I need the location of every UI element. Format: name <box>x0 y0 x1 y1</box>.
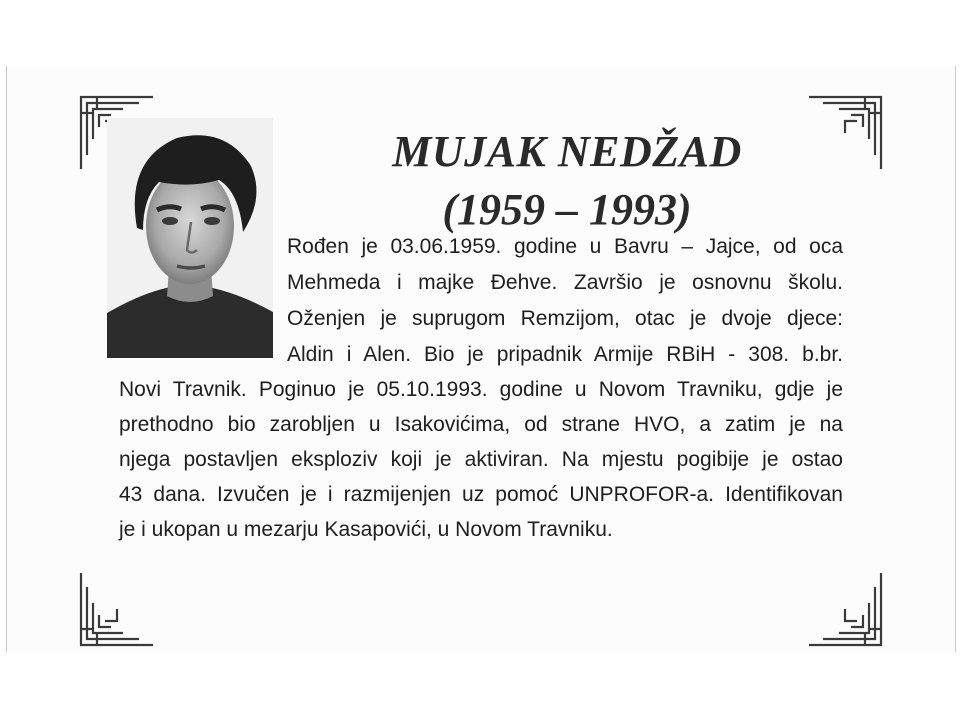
person-name: MUJAK NEDŽAD <box>392 127 742 176</box>
bio-line: 43 dana. Izvučen je i razmijenjen uz pomoć UNPROFOR-a. Identifikovan <box>119 483 843 506</box>
portrait-photo <box>107 118 273 358</box>
bio-line: Mehmeda i majke Đehve. Završio je osnovnu školu. <box>287 271 843 294</box>
bio-line: Oženjen je suprugom Remzijom, otac je dvoje djece: <box>287 307 843 330</box>
corner-ornament-icon <box>77 569 157 649</box>
bio-line: Aldin i Alen. Bio je pripadnik Armije RBiH - 308. b.br. <box>287 343 843 366</box>
corner-ornament-icon <box>805 569 885 649</box>
memorial-card <box>6 66 956 652</box>
bio-line: njega postavljen eksploziv koji je aktiviran. Na mjestu pogibije je ostao <box>119 448 843 471</box>
bio-line: Rođen je 03.06.1959. godine u Bavru – Jajce, od oca <box>287 235 843 258</box>
bio-line: prethodno bio zarobljen u Isakovićima, od strane HVO, a zatim je na <box>119 413 843 436</box>
life-years: (1959 – 1993) <box>442 185 692 234</box>
corner-ornament-icon <box>805 93 885 173</box>
bio-line: Novi Travnik. Poginuo je 05.10.1993. godine u Novom Travniku, gdje je <box>119 378 843 401</box>
bio-line: je i ukopan u mezarju Kasapovići, u Novom Travniku. <box>119 518 613 541</box>
